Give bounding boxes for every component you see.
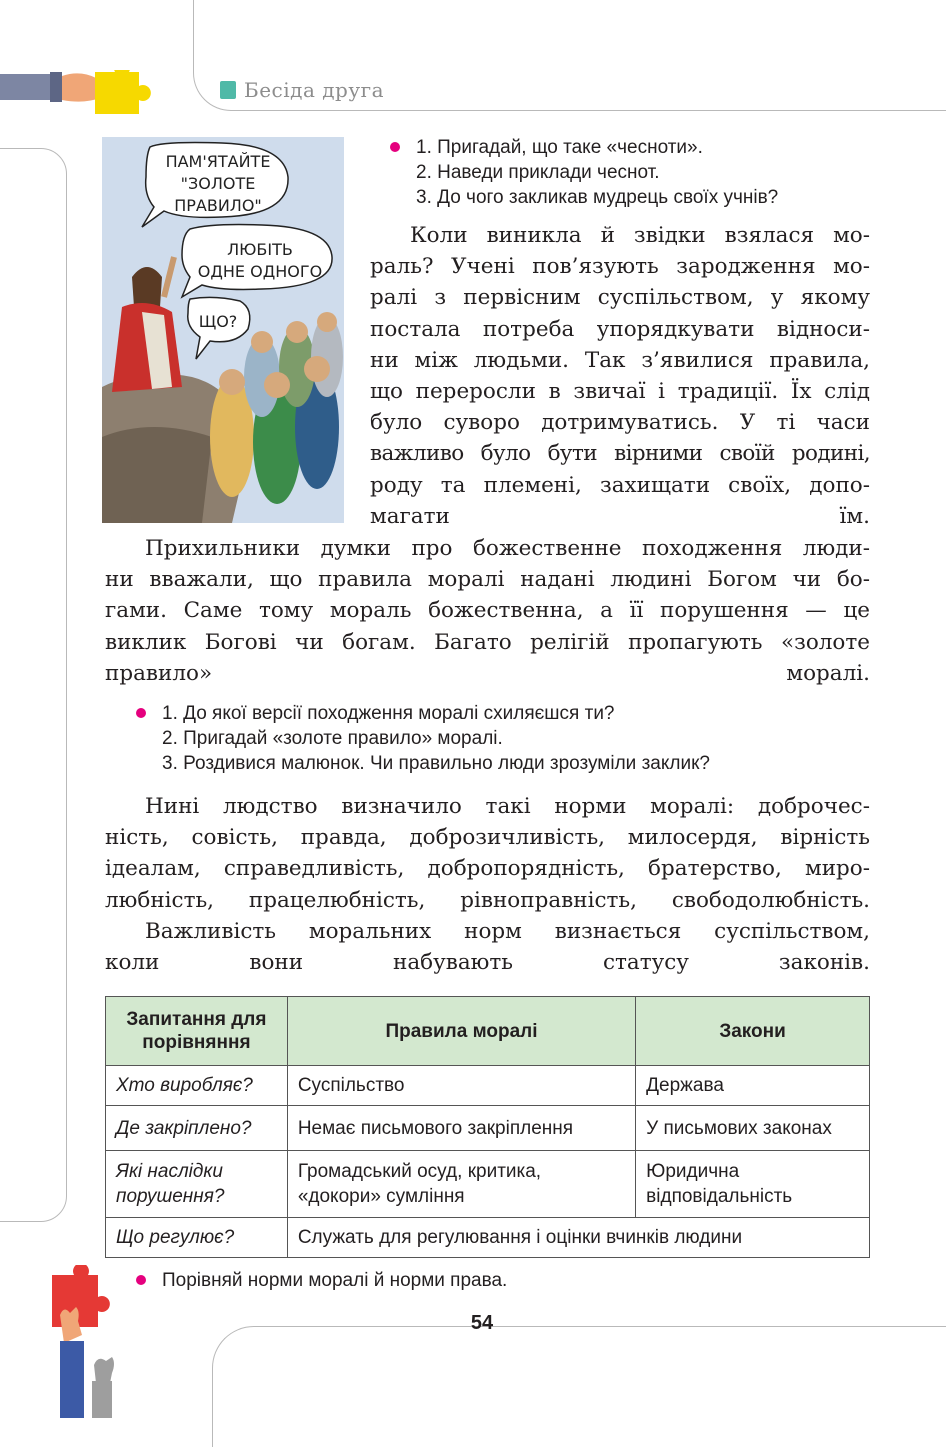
table-cell: Громадський осуд, критика, «докори» сумління (287, 1151, 635, 1218)
paragraph-divine (105, 533, 870, 689)
table-header-cell: Запитання для порівняння (106, 997, 288, 1066)
text-line: ідеалам, справедливість, добропорядність, братерство, миро- (105, 856, 870, 882)
text-line: ралі з первісним суспільством, у якому (370, 285, 870, 311)
text-line: Прихильники думки про божественне походження люди- (145, 536, 870, 561)
bubble1-line1: ПАМ'ЯТАЙТЕ (165, 152, 271, 171)
text-line: ність, совість, правда, доброзичливість, милосердя, вірність (105, 825, 870, 851)
bubble2-line2: ОДНЕ ОДНОГО (197, 262, 323, 281)
questions-block-1 (416, 135, 778, 210)
table-row (106, 1106, 870, 1151)
bubble3-text: ЩО? (198, 312, 238, 331)
table-header-cell: Закони (636, 997, 870, 1066)
table-header-row (106, 997, 870, 1066)
question-item: 1. Пригадай, що таке «чесноти». (416, 137, 703, 158)
table-row (106, 1151, 870, 1218)
page-number: 54 (470, 1312, 494, 1334)
table-cell: У письмових законах (636, 1106, 870, 1151)
text-line: магати їм. (370, 503, 870, 529)
text-line: постала потреба упорядкувати відноси- (370, 316, 870, 342)
text-line: Важливість моральних норм визнається суспільством, (145, 919, 870, 944)
text-line: коли вони набувають статусу законів. (105, 950, 870, 976)
table-cell: Юридична відповідальність (636, 1151, 870, 1218)
table-header-cell: Правила моралі (287, 997, 635, 1066)
questions-block-2 (162, 701, 710, 776)
text-line: раль? Учені пов’язують зародження мо- (370, 254, 870, 280)
page-frame-bottom (212, 1326, 946, 1447)
bubble2-line1: ЛЮБІТЬ (227, 240, 293, 259)
table-cell: Хто виробляє? (106, 1066, 288, 1106)
section-header (220, 78, 384, 102)
text-line: роду та племені, захищати своїх, допо- (370, 472, 870, 498)
table-row (106, 1218, 870, 1258)
text-line: було суворо дотримуватись. У ті часи (370, 410, 870, 436)
text-line: ни між людьми. Так з’явилися правила, (370, 347, 870, 373)
text-line: важливо було бути вірними своїй родині, (370, 441, 870, 467)
paragraph-norms (105, 791, 870, 916)
bubble1-line2: "ЗОЛОТЕ (180, 174, 256, 193)
page-number-line-right (510, 1326, 946, 1327)
sermon-illustration (102, 137, 344, 523)
hands-puzzle-icon (40, 1265, 130, 1418)
page-number-line-left (258, 1326, 454, 1327)
question-item: 2. Пригадай «золоте правило» моралі. (162, 728, 503, 749)
table-cell: Де закріплено? (106, 1106, 288, 1151)
text-line: гами. Саме тому мораль божественна, а її порушення — це (105, 598, 870, 624)
table-cell: Що регулює? (106, 1218, 288, 1258)
bullet-icon (136, 1275, 146, 1285)
text-line: правило» моралі. (105, 660, 870, 686)
table-cell: Держава (636, 1066, 870, 1106)
page-frame-left (0, 148, 67, 1222)
table-cell: Які наслідки порушення? (106, 1151, 288, 1218)
question-item: 2. Наведи приклади чеснот. (416, 162, 660, 183)
section-title: Бесіда друга (244, 78, 385, 102)
question-item: 3. Роздивися малюнок. Чи правильно люди зрозуміли заклик? (162, 753, 710, 774)
text-line: виклик Богові чи богам. Багато релігій пропагують «золоте (105, 629, 870, 655)
table-cell: Служать для регулювання і оцінки вчинків людини (287, 1218, 869, 1258)
task-text: Порівняй норми моралі й норми права. (162, 1270, 508, 1291)
bubble1-line3: ПРАВИЛО" (174, 196, 262, 215)
question-item: 1. До якої версії походження моралі схиляєшся ти? (162, 703, 615, 724)
bullet-icon (136, 708, 146, 718)
bullet-icon (390, 142, 400, 152)
header-square-icon (220, 81, 236, 99)
comparison-table (105, 996, 870, 1258)
arm-puzzle-icon (0, 70, 160, 120)
task-block (162, 1268, 507, 1293)
table-cell: Суспільство (287, 1066, 635, 1106)
text-line: Нині людство визначило такі норми моралі: доброчес- (145, 794, 870, 819)
question-item: 3. До чого закликав мудрець своїх учнів? (416, 187, 779, 208)
text-line: Коли виникла й звідки взялася мо- (410, 223, 870, 248)
text-line: ни вважали, що правила моралі надані людині Богом чи бо- (105, 567, 870, 593)
text-line: що переросли в звичаї і традиції. Їх слід (370, 379, 870, 405)
paragraph-origin (370, 220, 870, 532)
paragraph-importance (105, 916, 870, 978)
table-row (106, 1066, 870, 1106)
text-line: любність, працелюбність, рівноправність, свободолюбність. (105, 887, 870, 913)
table-cell: Немає письмового закріплення (287, 1106, 635, 1151)
